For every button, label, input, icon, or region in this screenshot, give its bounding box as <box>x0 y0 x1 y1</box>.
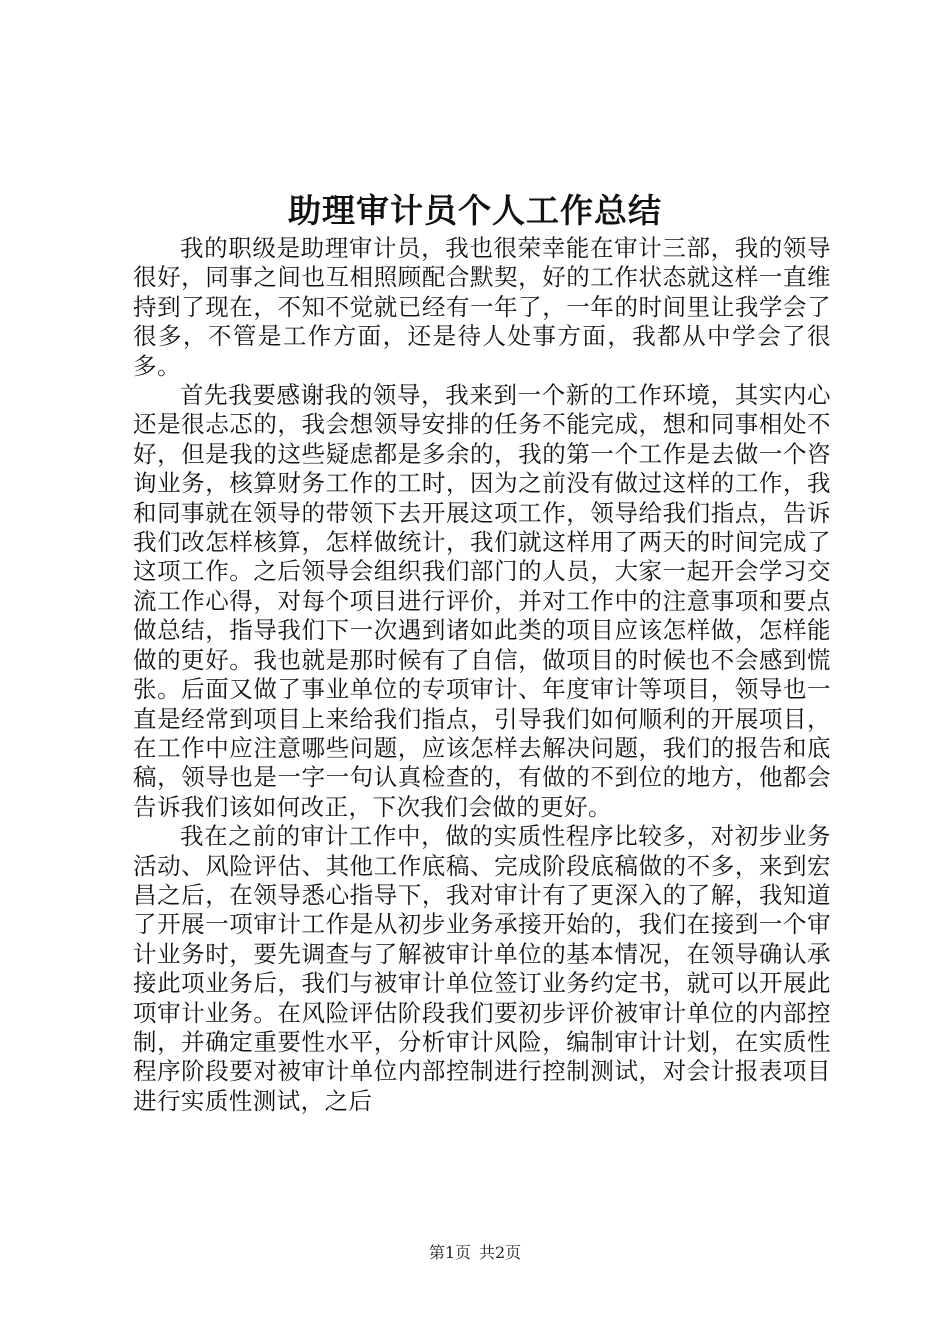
document-title: 助理审计员个人工作总结 <box>288 191 662 230</box>
document-body <box>133 234 831 1116</box>
page-number: 第1页 <box>428 1243 471 1262</box>
page-footer <box>0 1242 950 1264</box>
paragraph-2: 首先我要感谢我的领导，我来到一个新的工作环境，其实内心还是很忐忑的，我会想领导安排的任务不能完成，想和同事相处不好，但是我的这些疑虑都是多余的，我的第一个工作是去做一个咨询业务，核算财务工作的工时，因为之前没有做过这样的工作，我和同事就在领导的带领下去开展这项工作，领导给我们指点，告诉我们改怎样核算，怎样做统计，我们就这样用了两天的时间完成了这项工作。之后领导会组织我们部门的人员，大家一起开会学习交流工作心得，对每个项目进行评价，并对工作中的注意事项和要点做总结，指导我们下一次遇到诸如此类的项目应该怎样做，怎样能做的更好。我也就是那时候有了自信，做项目的时候也不会感到慌张。后面又做了事业单位的专项审计、年度审计等项目，领导也一直是经常到项目上来给我们指点，引导我们如何顺利的开展项目，在工作中应注意哪些问题，应该怎样去解决问题，我们的报告和底稿，领导也是一字一句认真检查的，有做的不到位的地方，他都会告诉我们该如何改正，下次我们会做的更好。 <box>133 381 831 821</box>
paragraph-1: 我的职级是助理审计员，我也很荣幸能在审计三部，我的领导很好，同事之间也互相照顾配合默契，好的工作状态就这样一直维持到了现在，不知不觉就已经有一年了，一年的时间里让我学会了很多，不管是工作方面，还是待人处事方面，我都从中学会了很多。 <box>133 234 831 380</box>
page-total: 共2页 <box>479 1243 522 1262</box>
paragraph-3: 我在之前的审计工作中，做的实质性程序比较多，对初步业务活动、风险评估、其他工作底稿、完成阶段底稿做的不多，来到宏昌之后，在领导悉心指导下，我对审计有了更深入的了解，我知道了开展一项审计工作是从初步业务承接开始的，我们在接到一个审计业务时，要先调查与了解被审计单位的基本情况，在领导确认承接此项业务后，我们与被审计单位签订业务约定书，就可以开展此项审计业务。在风险评估阶段我们要初步评价被审计单位的内部控制，并确定重要性水平，分析审计风险，编制审计计划，在实质性程序阶段要对被审计单位内部控制进行控制测试，对会计报表项目进行实质性测试，之后 <box>133 822 831 1115</box>
